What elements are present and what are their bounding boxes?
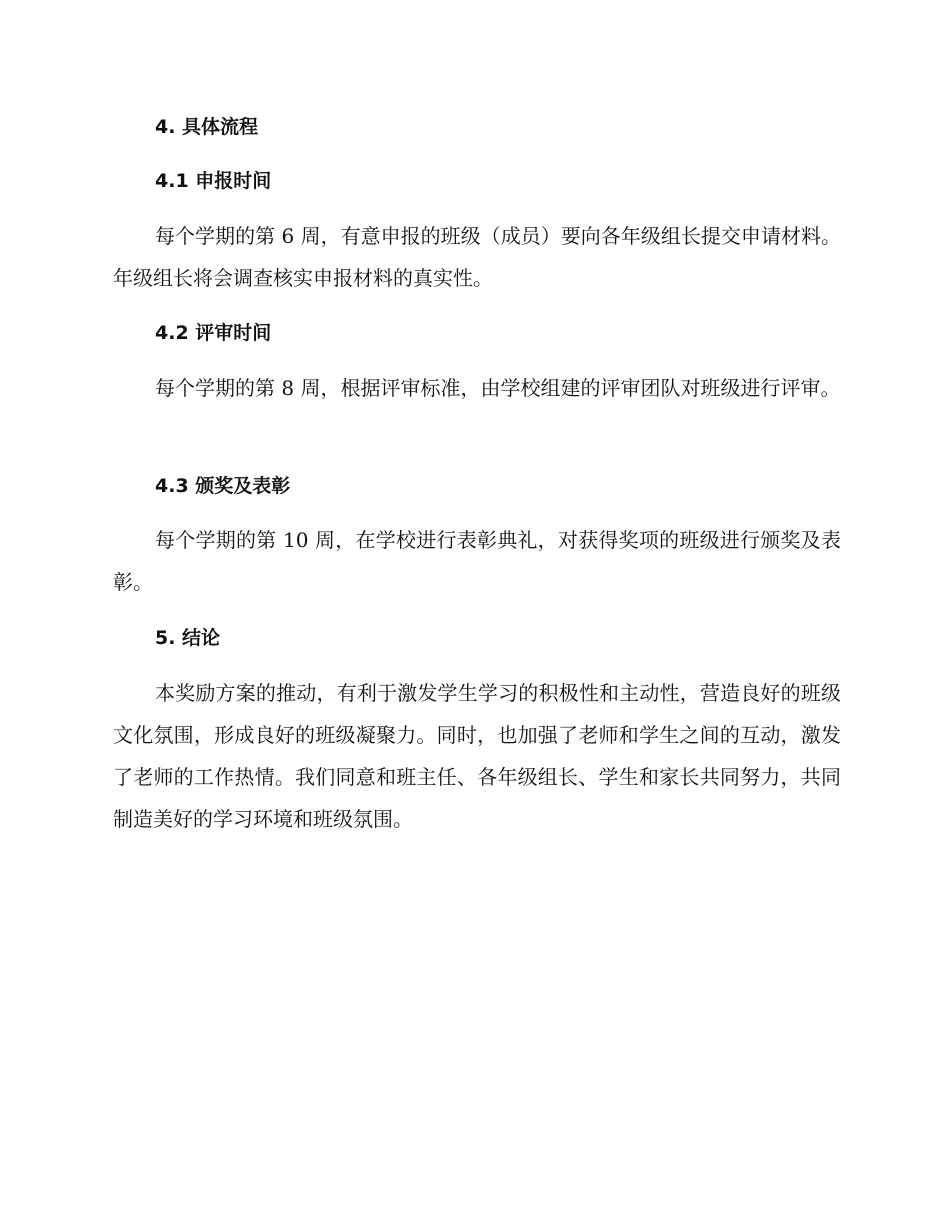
- section-5-heading: 5. 结论: [155, 627, 221, 649]
- section-4-heading: 4. 具体流程: [155, 116, 259, 138]
- section-4-2-heading: 4.2 评审时间: [155, 322, 272, 344]
- section-5-paragraph: 本奖励方案的推动，有利于激发学生学习的积极性和主动性，营造良好的班级文化氛围，形成良好的班级凝聚力。同时，也加强了老师和学生之间的互动，激发了老师的工作热情。我们同意和班主任、各年级组长、学生和家长共同努力，共同制造美好的学习环境和班级氛围。: [113, 681, 841, 831]
- section-4-1-paragraph: 每个学期的第 6 周，有意申报的班级（成员）要向各年级组长提交申请材料。年级组长将会调查核实申报材料的真实性。: [113, 224, 841, 290]
- section-4-3-paragraph: 每个学期的第 10 周，在学校进行表彰典礼，对获得奖项的班级进行颁奖及表彰。: [113, 528, 841, 594]
- section-4-3-heading: 4.3 颁奖及表彰: [155, 475, 291, 497]
- section-4-2-paragraph: 每个学期的第 8 周，根据评审标准，由学校组建的评审团队对班级进行评审。: [155, 376, 841, 400]
- section-4-1-heading: 4.1 申报时间: [155, 170, 272, 192]
